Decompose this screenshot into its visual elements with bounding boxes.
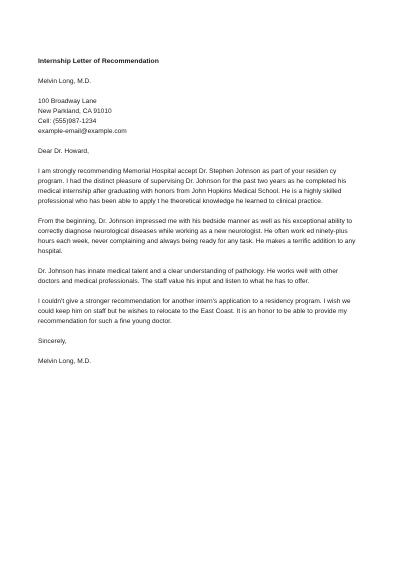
- salutation-block: [38, 147, 373, 157]
- paragraph-line: correctly diagnose neurological diseases while working as a new neurologist. He often work ed ninety-plus: [38, 228, 348, 235]
- paragraph-3: [38, 267, 373, 287]
- paragraph-line: medical internship after graduating with honors from John Hopkins Medical School. He is a highly skilled: [38, 188, 342, 195]
- paragraph-line: program. I had the distinct pleasure of supervising Dr. Johnson for the past two years as he completed his: [38, 178, 347, 185]
- sender-name: Melvin Long, M.D.: [38, 78, 92, 85]
- paragraph-4: [38, 297, 373, 327]
- paragraph-line: recommendation for such a fine young doctor.: [38, 318, 172, 325]
- salutation: Dear Dr. Howard,: [38, 148, 89, 155]
- sender-name-block: [38, 77, 373, 87]
- paragraph-line: professional who has been able to apply t he theoretical knowledge he learned to clinical practice.: [38, 198, 323, 205]
- letter-body: [38, 57, 373, 377]
- paragraph-line: hours each week, never complaining and always being ready for any task. He makes a terrific addition to any: [38, 238, 356, 245]
- paragraph-1: [38, 167, 373, 207]
- paragraph-line: hospital.: [38, 248, 63, 255]
- paragraph-2: [38, 217, 373, 257]
- paragraph-line: I couldn't give a stronger recommendation for another intern's application to a residency program. I wish we: [38, 298, 351, 305]
- address-cell: Cell: (555)987-1234: [38, 118, 97, 125]
- sender-address: [38, 97, 373, 137]
- closing-block: [38, 337, 373, 347]
- closing: Sincerely,: [38, 338, 67, 345]
- paragraph-line: Dr. Johnson has innate medical talent and a clear understanding of pathology. He works well with other: [38, 268, 339, 275]
- address-city: New Parkland, CA 91010: [38, 108, 112, 115]
- letter-title: Internship Letter of Recommendation: [38, 58, 159, 65]
- paragraph-line: doctors and medical professionals. The staff value his input and listen to what he has to offer.: [38, 278, 310, 285]
- paragraph-line: I am strongly recommending Memorial Hospital accept Dr. Stephen Johnson as part of your residen cy: [38, 168, 337, 175]
- paragraph-line: From the beginning, Dr. Johnson impressed me with his bedside manner as well as his exceptional ability to: [38, 218, 353, 225]
- paragraph-line: could keep him on staff but he wishes to relocate to the East Coast. It is an honor to be able to provide my: [38, 308, 347, 315]
- signature-block: [38, 357, 373, 367]
- signature-name: Melvin Long, M.D.: [38, 358, 92, 365]
- address-street: 100 Broadway Lane: [38, 98, 97, 105]
- address-email: example-email@example.com: [38, 128, 127, 135]
